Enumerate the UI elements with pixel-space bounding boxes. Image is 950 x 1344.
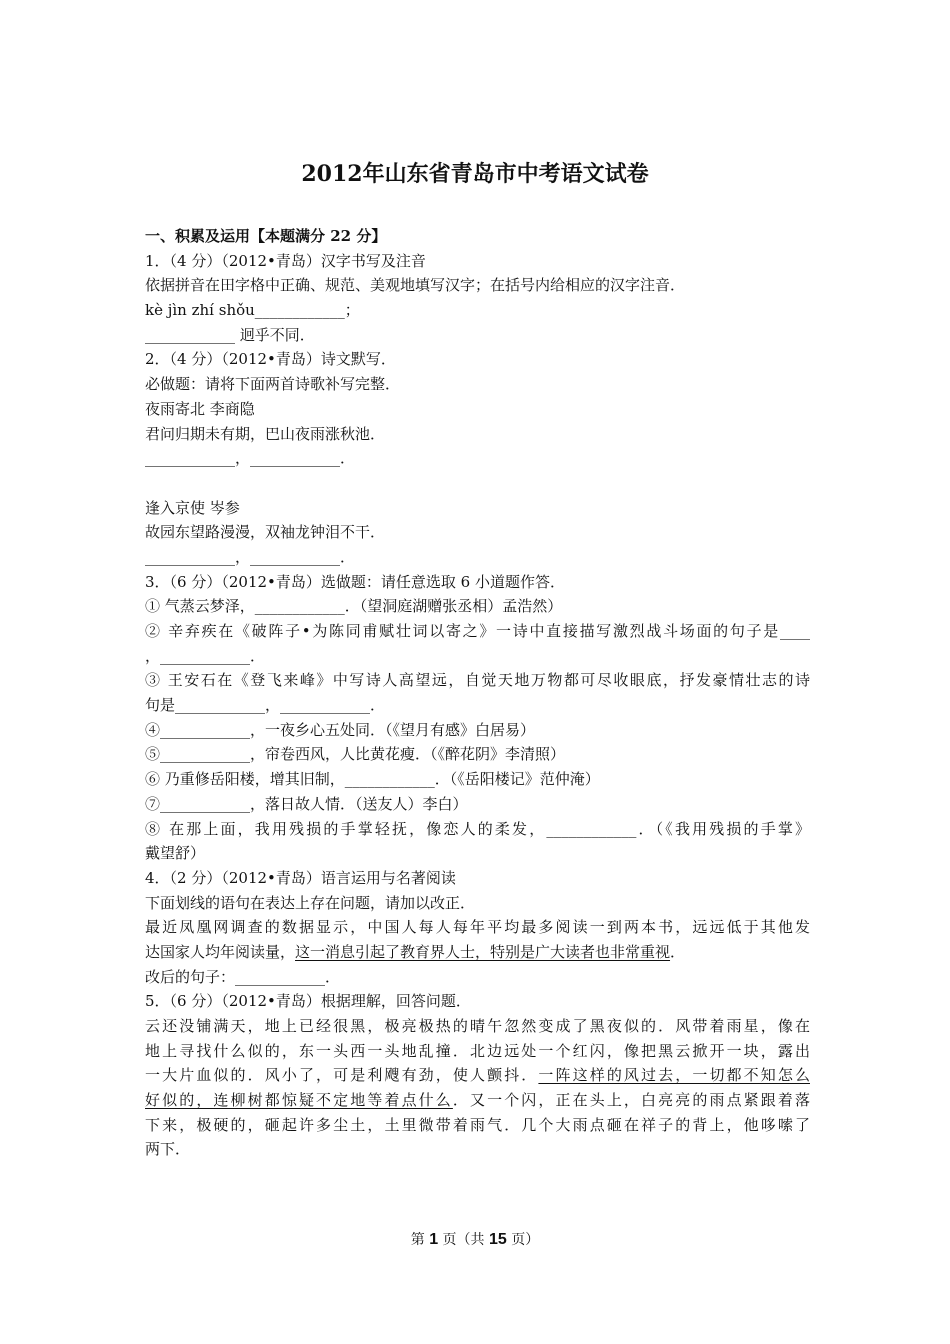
question-4-heading: 4．（2 分）（2012•青岛）语言运用与名著阅读 [145, 868, 456, 887]
question-3-item-7: ⑦____________，落日故人情．（送友人）李白） [145, 794, 468, 813]
question-3-item-4: ④____________，一夜乡心五处同．（《望月有感》白居易） [145, 720, 536, 739]
question-2-heading: 2．（4 分）（2012•青岛）诗文默写． [145, 350, 396, 369]
question-2-instruction: 必做题：请将下面两首诗歌补写完整． [145, 375, 401, 394]
question-1-blank: ____________ 迥乎不同． [145, 325, 315, 344]
question-3-item-1: ① 气蒸云梦泽，____________．（望洞庭湖赠张丞相）孟浩然） [145, 597, 563, 616]
footer-text: 第 [410, 1232, 430, 1248]
poem-2-title: 逢入京使 岑参 [145, 498, 240, 517]
question-3-heading: 3．（6 分）（2012•青岛）选做题：请任意选取 6 小道题作答． [145, 572, 565, 591]
question-3-item-2-cont: ，____________． [145, 646, 266, 665]
document-body [145, 224, 810, 1162]
question-3-item-3: ③ 王安石在《登飞来峰》中写诗人高望远，自觉天地万物都可尽收眼底，抒发豪情壮志的诗 [145, 671, 810, 690]
question-3-item-2: ② 辛弃疾在《破阵子•为陈同甫赋壮词以寄之》一诗中直接描写激烈战斗场面的句子是____ [145, 622, 810, 640]
total-page-count: 15 [489, 1231, 507, 1248]
question-5-passage-line [145, 1088, 810, 1113]
underlined-sentence: 这一消息引起了教育界人士，特别是广大读者也非常重视 [295, 942, 671, 961]
question-5-passage-line: 地上寻找什么似的，东一头西一头地乱撞．北边远处一个红闪，像把黑云掀开一块，露出 [145, 1041, 810, 1060]
question-3-item-3-cont: 句是____________，____________． [145, 696, 386, 715]
question-3-item-8: ⑧ 在那上面，我用残损的手掌轻抚，像恋人的柔发，____________．（《我用残损的手掌》 [145, 819, 810, 838]
question-4-passage-cont [145, 940, 810, 965]
question-1-heading: 1．（4 分）（2012•青岛）汉字书写及注音 [145, 251, 426, 270]
question-4-passage: 最近凤凰网调查的数据显示，中国人每人每年平均最多阅读一到两本书，远远低于其他发 [145, 918, 810, 937]
poem-2-line: 故园东望路漫漫，双袖龙钟泪不干． [145, 523, 386, 542]
footer-text: 页） [506, 1232, 540, 1248]
question-1-instruction: 依据拼音在田字格中正确、规范、美观地填写汉字；在括号内给相应的汉字注音． [145, 276, 686, 295]
footer-text: 页（共 [438, 1232, 489, 1248]
spacer [145, 471, 810, 496]
poem-1-title: 夜雨寄北 李商隐 [145, 399, 255, 418]
question-5-passage-line [145, 1063, 810, 1088]
question-1-pinyin: kè jìn zhí shǒu____________； [145, 301, 360, 320]
passage-text: ． [670, 942, 686, 961]
question-3-item-6: ⑥ 乃重修岳阳楼，增其旧制，____________．（《岳阳楼记》范仲淹） [145, 770, 600, 789]
passage-text: 达国家人均年阅读量， [145, 942, 296, 961]
question-5-heading: 5．（6 分）（2012•青岛）根据理解，回答问题． [145, 992, 471, 1011]
poem-1-blanks: ____________，____________． [145, 449, 356, 468]
passage-text: ．又一个闪，正在头上，白亮亮的雨点紧跟着落 [452, 1091, 810, 1110]
question-5-passage-line: 下来，极硬的，砸起许多尘土，土里微带着雨气．几个大雨点砸在祥子的背上，他哆嗦了 [145, 1115, 810, 1134]
current-page-number: 1 [429, 1231, 439, 1248]
poem-2-blanks: ____________，____________． [145, 547, 356, 566]
poem-1-line: 君问归期未有期，巴山夜雨涨秋池． [145, 424, 386, 443]
question-4-answer-blank: 改后的句子：____________． [145, 967, 341, 986]
question-5-passage-line: 云还没铺满天，地上已经很黑，极亮极热的晴午忽然变成了黑夜似的．风带着雨星，像在 [145, 1017, 810, 1035]
section-heading: 一、积累及运用【本题满分 22 分】 [145, 227, 387, 245]
underlined-sentence: 好似的，连柳树都惊疑不定地等着点什么 [145, 1091, 453, 1110]
question-3-item-5: ⑤____________，帘卷西风，人比黄花瘦．（《醉花阴》李清照） [145, 745, 566, 764]
page-title: 2012年山东省青岛市中考语文试卷 [301, 161, 649, 187]
question-5-passage-line: 两下． [145, 1140, 191, 1159]
page-footer [0, 1229, 950, 1249]
question-3-item-8-cont: 戴望舒） [145, 844, 206, 863]
passage-text: 一大片血似的．风小了，可是利飕有劲，使人颤抖． [145, 1066, 539, 1085]
question-4-instruction: 下面划线的语句在表达上存在问题，请加以改正． [145, 893, 476, 912]
underlined-sentence: 一阵这样的风过去，一切都不知怎么 [538, 1066, 810, 1085]
